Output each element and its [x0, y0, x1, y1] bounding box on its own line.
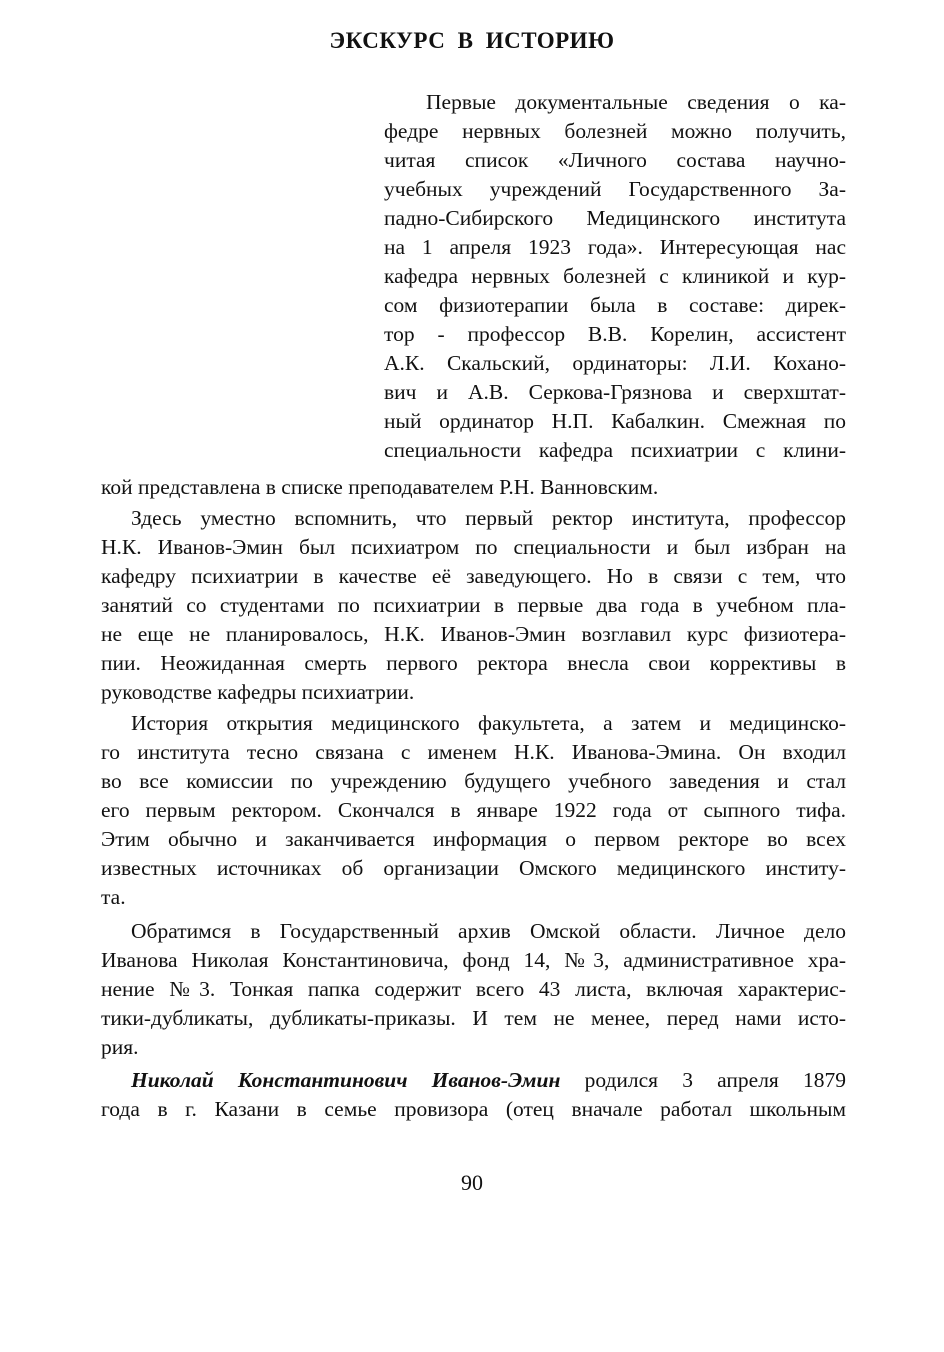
text-line: го института тесно связана с именем Н.К. Иванова-Эмина. Он входил [101, 740, 846, 764]
text-line: на 1 апреля 1923 года». Интересующая нас [384, 235, 846, 259]
text-line: Этим обычно и заканчивается информация о первом ректоре во всех [101, 827, 846, 851]
text-line: Обратимся в Государственный архив Омской области. Личное дело [131, 919, 846, 943]
text-line: известных источниках об организации Омского медицинского институ- [101, 856, 846, 880]
text-line: занятий со студентами по психиатрии в первые два года в учебном пла- [101, 593, 846, 617]
text-line: кафедру психиатрии в качестве её заведующего. Но в связи с тем, что [101, 564, 846, 588]
person-name: Николай Константинович Иванов-Эмин [131, 1068, 561, 1092]
text-line: пии. Неожиданная смерть первого ректора внесла свои коррективы в [101, 651, 846, 675]
text-line: года в г. Казани в семье провизора (отец вначале работал школьным [101, 1097, 846, 1121]
text-line: тики-дубликаты, дубликаты-приказы. И тем не менее, перед нами исто- [101, 1006, 846, 1030]
text-line: тор - профессор В.В. Корелин, ассистент [384, 322, 846, 346]
text-line: рия. [101, 1035, 139, 1059]
text-line: падно-Сибирского Медицинского института [384, 206, 846, 230]
text-line: сом физиотерапии была в составе: дирек- [384, 293, 846, 317]
text-line: специальности кафедра психиатрии с клини- [384, 438, 846, 462]
text-line: Первые документальные сведения о ка- [426, 90, 846, 114]
text-line: во все комиссии по учреждению будущего учебного заведения и стал [101, 769, 846, 793]
text-line: не еще не планировалось, Н.К. Иванов-Эмин возглавил курс физиотера- [101, 622, 846, 646]
text-line: Иванова Николая Константиновича, фонд 14, №3, административное хра- [101, 948, 846, 972]
text-line: Н.К. Иванов-Эмин был психиатром по специальности и был избран на [101, 535, 846, 559]
text-line: руководстве кафедры психиатрии. [101, 680, 415, 704]
text-line: Здесь уместно вспомнить, что первый ректор института, профессор [131, 506, 846, 530]
text-line: федре нервных болезней можно получить, [384, 119, 846, 143]
text-line: А.К. Скальский, ординаторы: Л.И. Кохано- [384, 351, 846, 375]
text-line: История открытия медицинского факультета, а затем и медицинско- [131, 711, 846, 735]
text-line [131, 1066, 846, 1095]
text-line: та. [101, 885, 126, 909]
text-line: кой представлена в списке преподавателем Р.Н. Ванновским. [101, 475, 659, 499]
text-line: учебных учреждений Государственного За- [384, 177, 846, 201]
text-line: читая список «Личного состава научно- [384, 148, 846, 172]
text-fragment: родился 3 апреля 1879 [560, 1068, 847, 1092]
text-line: его первым ректором. Скончался в январе 1922 года от сыпного тифа. [101, 798, 846, 822]
text-line: нение №3. Тонкая папка содержит всего 43 листа, включая характерис- [101, 977, 846, 1001]
text-line: вич и А.В. Серкова-Грязнова и сверхштат- [384, 380, 846, 404]
text-line: ный ординатор Н.П. Кабалкин. Смежная по [384, 409, 846, 433]
page-title: ЭКСКУРС В ИСТОРИЮ [329, 28, 615, 53]
page-number: 90 [461, 1170, 483, 1195]
text-line: кафедра нервных болезней с клиникой и кур- [384, 264, 846, 288]
